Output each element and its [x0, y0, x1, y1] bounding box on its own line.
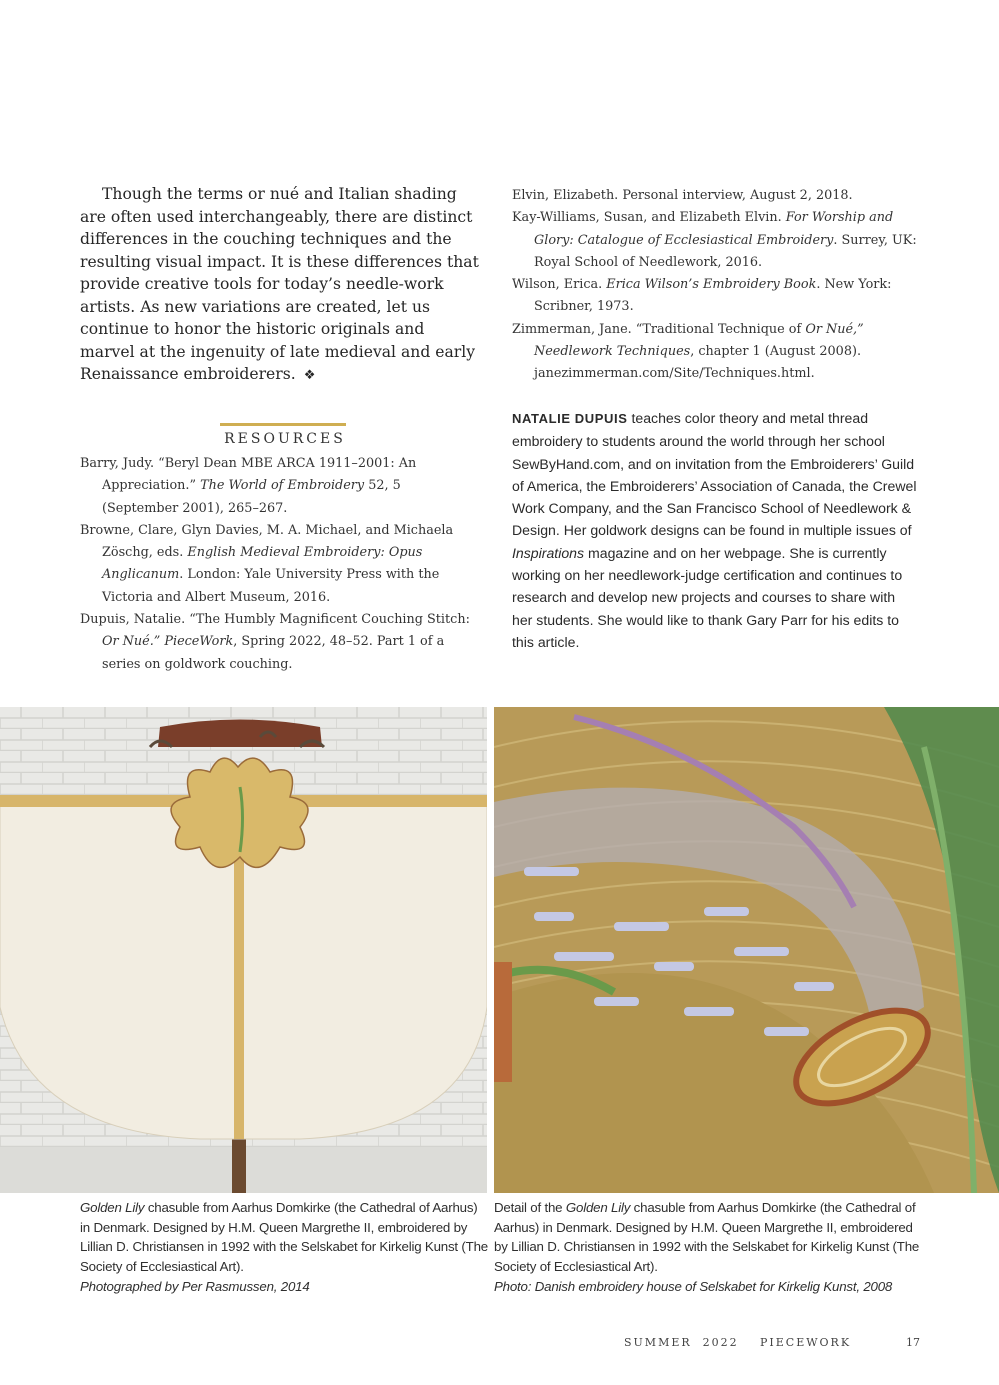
reference-item: Barry, Judy. “Beryl Dean MBE ARCA 1911–2001: An Appreciation.” The World of Embroidery 52, 5 (September 2001), 265–267.	[80, 456, 417, 516]
chasuble-photo	[0, 707, 487, 1193]
resources-list-left	[80, 453, 480, 676]
footer-magazine: PIECEWORK	[760, 1336, 852, 1349]
detail-caption: Detail of the Golden Lily chasuble from Aarhus Domkirke (the Cathedral of Aarhus) in Denmark. Designed by H.M. Queen Margrethe II, embroidered by Lillian D. Christiansen in 1992 with the Selskabet for Kirkelig Kunst (The Society of Ecclesiastical Art). Photo: Danish embroidery house of Selskabet for Kirkelig Kunst, 2008	[494, 1200, 920, 1294]
author-bio: NATALIE DUPUIS teaches color theory and metal thread embroidery to students around the world through her school SewByHand.com, and on invitation from the Embroiderers’ Guild of America, the Embroiderers’ Association of Canada, the Crewel Work Company, and the San Francisco School of Needlework & Design. Her goldwork designs can be found in multiple issues of Inspirations magazine and on her webpage. She is currently working on her needlework-judge certification and continues to research and develop new projects and courses to share with her students. She would like to thank Gary Parr for his edits to this article.	[512, 410, 917, 650]
photo-credit: Photographed by Per Rasmussen, 2014	[80, 1278, 310, 1294]
reference-item: Wilson, Erica. Erica Wilson’s Embroidery Book. New York: Scribner, 1973.	[512, 277, 892, 315]
resources-heading: RESOURCES	[224, 431, 346, 447]
footer-issue: SUMMER 2022	[624, 1336, 739, 1349]
reference-item: Elvin, Elizabeth. Personal interview, August 2, 2018.	[512, 188, 853, 203]
resources-rule	[220, 423, 346, 426]
chasuble-image	[0, 707, 487, 1193]
reference-item: Zimmerman, Jane. “Traditional Technique of Or Nué,” Needlework Techniques, chapter 1 (August 2008). janezimmerman.com/Site/Techniques.html.	[512, 321, 864, 382]
reference-item: Browne, Clare, Glyn Davies, M. A. Michael, and Michaela Zöschg, eds. English Medieval Embroidery: Opus Anglicanum. London: Yale University Press with the Victoria and Albert Museum, 2016.	[80, 522, 454, 605]
embroidery-detail-image	[494, 707, 999, 1193]
author-name: NATALIE DUPUIS	[512, 411, 628, 426]
body-paragraph	[80, 183, 480, 388]
end-mark-icon: ❖	[303, 368, 316, 383]
page-number: 17	[906, 1336, 920, 1349]
chasuble-caption: Golden Lily chasuble from Aarhus Domkirke (the Cathedral of Aarhus) in Denmark. Designed by H.M. Queen Margrethe II, embroidered by Lillian D. Christiansen in 1992 with the Selskabet for Kirkelig Kunst (The Society of Ecclesiastical Art). Photographed by Per Rasmussen, 2014	[80, 1200, 488, 1294]
reference-item: Dupuis, Natalie. “The Humbly Magnificent Couching Stitch: Or Nué.” PieceWork, Spring 2022, 48–52. Part 1 of a series on goldwork couching.	[80, 612, 470, 672]
reference-item: Kay-Williams, Susan, and Elizabeth Elvin. For Worship and Glory: Catalogue of Ecclesiastical Embroidery. Surrey, UK: Royal School of Needlework, 2016.	[512, 210, 917, 270]
body-paragraph-text: Though the terms or nué and Italian shading are often used interchangeably, there are distinct differences in the couching techniques and the resulting visual impact. It is these differences that provide creative tools for today’s needle-work artists. As new variations are created, let us continue to honor the historic originals and marvel at the ingenuity of late medieval and early Renaissance embroiderers.	[80, 185, 479, 383]
photo-credit: Photo: Danish embroidery house of Selskabet for Kirkelig Kunst, 2008	[494, 1278, 893, 1294]
chasuble-detail-photo	[494, 707, 999, 1193]
resources-list-right	[512, 185, 922, 386]
